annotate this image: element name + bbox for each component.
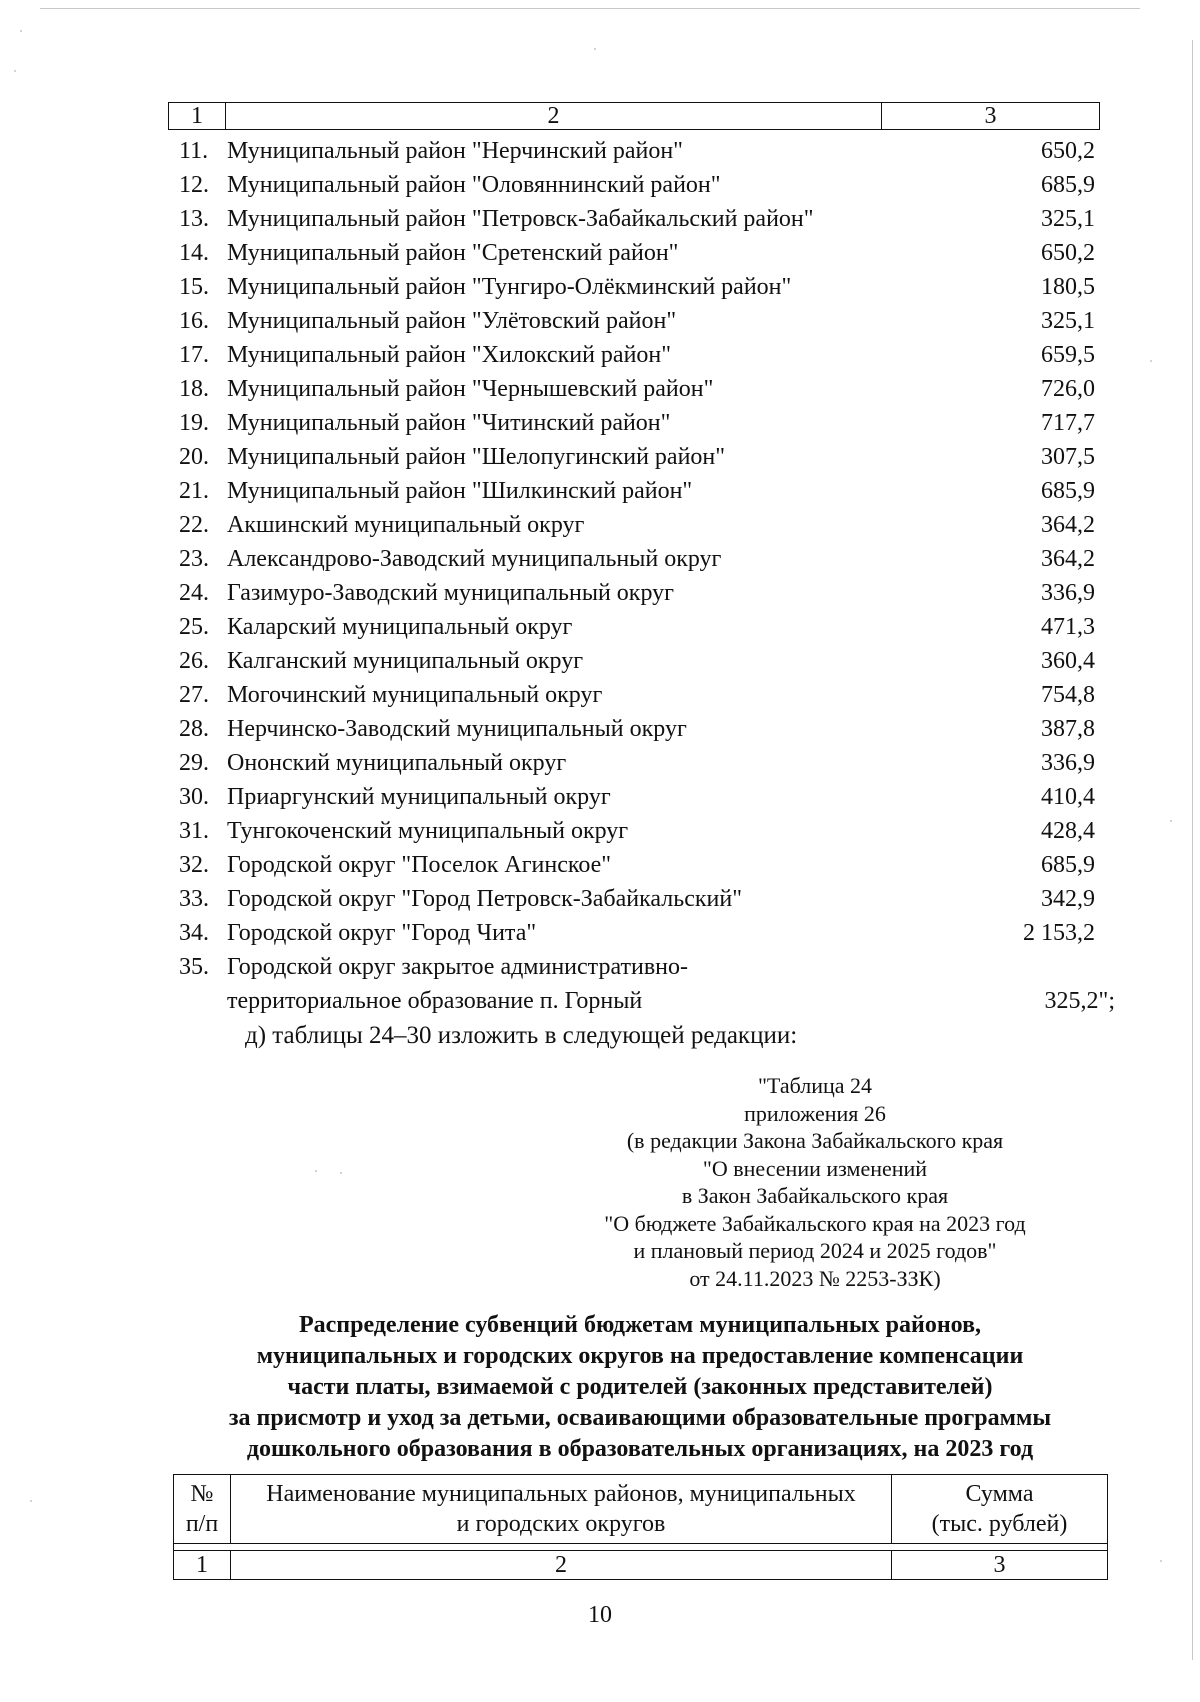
scan-speck [20,30,22,32]
top-header-col-2: 2 [226,103,882,129]
row-name: Муниципальный район "Читинский район" [227,410,671,436]
header-number-label: № [190,1481,214,1507]
row-value: 685,9 [1041,478,1095,504]
table-title [150,1310,1130,1465]
scan-speck [594,48,596,50]
title-line: муниципальных и городских округов на предоставление компенсации [256,1343,1024,1369]
reference-line: в Закон Забайкальского края [681,1183,949,1208]
scan-edge-right [1192,40,1193,1660]
row-name: Муниципальный район "Чернышевский район" [227,376,714,402]
header-sum-label: Сумма [965,1481,1034,1507]
table-row [175,168,1115,202]
row-number: 19. [179,410,209,436]
table-row [175,848,1115,882]
row-value: 659,5 [1041,342,1095,368]
row-name: Акшинский муниципальный округ [227,512,585,538]
reference-line: "О внесении изменений [702,1155,928,1181]
row-value: 2 153,2 [1023,920,1095,946]
scan-speck [315,1170,317,1172]
table-row [175,508,1115,542]
row-number: 13. [179,206,209,232]
row-name: Могочинский муниципальный округ [227,682,603,708]
row-name: Муниципальный район "Нерчинский район" [227,138,683,164]
row-number: 14. [179,240,209,266]
row-value: 471,3 [1041,614,1095,640]
row-number: 11. [179,138,209,164]
table-row [175,678,1115,712]
row-name: Городской округ "Поселок Агинское" [227,852,612,878]
header-sum-unit: (тыс. рублей) [931,1511,1068,1537]
top-table-rows [175,134,1115,1018]
header-gap [174,1544,1107,1551]
column-number: 1 [174,1551,231,1579]
header-number-sublabel: п/п [185,1511,219,1537]
row-number: 30. [179,784,209,810]
row-value: 180,5 [1041,274,1095,300]
header-name-sublabel: и городских округов [456,1511,666,1537]
row-value: 410,4 [1041,784,1095,810]
table-row [175,644,1115,678]
row-number: 26. [179,648,209,674]
row-value: 325,1 [1041,206,1095,232]
table-row [175,202,1115,236]
reference-line: и плановый период 2024 и 2025 годов" [633,1238,997,1263]
title-line: дошкольного образования в образовательных организациях, на 2023 год [246,1436,1034,1462]
bottom-table-header [174,1475,1107,1544]
column-number-row [174,1551,1107,1579]
row-name: Муниципальный район "Тунгиро-Олёкминский район" [227,274,792,300]
row-name: Муниципальный район "Сретенский район" [227,240,679,266]
table-row [175,916,1115,950]
top-header-col-1: 1 [169,103,226,129]
row-name: Ононский муниципальный округ [227,750,567,776]
row-value: 364,2 [1041,546,1095,572]
row-value: 754,8 [1041,682,1095,708]
row-value: 336,9 [1041,580,1095,606]
row-number: 29. [179,750,209,776]
row-name: Муниципальный район "Хилокский район" [227,342,672,368]
row-number: 15. [179,274,209,300]
header-number-column [174,1475,231,1543]
table-row [175,610,1115,644]
row-name: Приаргунский муниципальный округ [227,784,611,810]
row-name-line: территориальное образование п. Горный [227,988,643,1014]
table-row [175,338,1115,372]
table-row [175,304,1115,338]
row-number: 22. [179,512,209,538]
scan-speck [30,1500,32,1502]
reference-line: "Таблица 24 [757,1073,873,1098]
row-number: 16. [179,308,209,334]
reference-line: от 24.11.2023 № 2253-ЗЗК) [689,1265,941,1291]
row-value: 726,0 [1041,376,1095,402]
row-number: 25. [179,614,209,640]
row-value: 685,9 [1041,852,1095,878]
row-name: Александрово-Заводский муниципальный округ [227,546,722,572]
page-number: 10 [588,1602,612,1628]
row-name [227,950,997,1018]
table-row [175,882,1115,916]
row-number: 18. [179,376,209,402]
row-number: 31. [179,818,209,844]
row-number: 12. [179,172,209,198]
row-number: 17. [179,342,209,368]
scan-speck [14,70,16,72]
row-value: 342,9 [1041,886,1095,912]
table-reference-block [560,1072,1070,1292]
row-value: 336,9 [1041,750,1095,776]
row-number: 21. [179,478,209,504]
scan-speck [1170,820,1172,822]
table-row [175,542,1115,576]
column-number: 3 [993,1552,1006,1578]
top-header-col-3: 3 [984,103,997,129]
table-row [175,712,1115,746]
row-value: 650,2 [1041,138,1095,164]
title-line: Распределение субвенций бюджетам муниципальных районов, [298,1312,982,1338]
row-name: Муниципальный район "Петровск-Забайкальский район" [227,206,814,232]
row-number: 27. [179,682,209,708]
row-number: 20. [179,444,209,470]
reference-line: "О бюджете Забайкальского края на 2023 год [604,1210,1026,1236]
row-name: Муниципальный район "Оловяннинский район" [227,172,721,198]
row-value: 307,5 [1041,444,1095,470]
amendment-instruction: д) таблицы 24–30 изложить в следующей редакции: [245,1022,798,1049]
row-name: Городской округ "Город Петровск-Забайкальский" [227,886,743,912]
table-row [175,406,1115,440]
row-name: Калганский муниципальный округ [227,648,584,674]
table-row [175,780,1115,814]
scan-edge-top [40,8,1140,9]
row-number: 24. [179,580,209,606]
row-name: Муниципальный район "Улётовский район" [227,308,677,334]
table-row [175,270,1115,304]
table-row [175,372,1115,406]
row-value: 325,2"; [1044,988,1115,1014]
top-table-header [168,102,1100,130]
scan-speck [340,1172,342,1174]
scan-speck [1160,1560,1162,1562]
title-line: части платы, взимаемой с родителей (законных представителей) [287,1374,993,1400]
table-row [175,746,1115,780]
row-value: 428,4 [1041,818,1095,844]
header-name-label: Наименование муниципальных районов, муниципальных [266,1481,856,1507]
table-row [175,440,1115,474]
reference-line: приложения 26 [744,1100,886,1126]
bottom-table [173,1474,1108,1580]
row-name: Муниципальный район "Шелопугинский район" [227,444,726,470]
row-name: Каларский муниципальный округ [227,614,573,640]
header-name-column [231,1475,892,1543]
reference-line: (в редакции Закона Забайкальского края [626,1128,1004,1153]
table-row [175,576,1115,610]
row-value: 650,2 [1041,240,1095,266]
scan-speck [1150,360,1152,362]
row-number: 34. [179,920,209,946]
table-row [175,474,1115,508]
row-value: 717,7 [1041,410,1095,436]
row-name: Нерчинско-Заводский муниципальный округ [227,716,687,742]
row-number: 23. [179,546,209,572]
row-value: 325,1 [1041,308,1095,334]
table-row [175,950,1115,1018]
row-name: Тунгокоченский муниципальный округ [227,818,629,844]
row-number: 33. [179,886,209,912]
row-number: 28. [179,716,209,742]
row-value: 364,2 [1041,512,1095,538]
row-number: 32. [179,852,209,878]
row-number: 35. [179,954,209,980]
row-value: 685,9 [1041,172,1095,198]
row-name: Муниципальный район "Шилкинский район" [227,478,693,504]
row-value: 360,4 [1041,648,1095,674]
table-row [175,236,1115,270]
row-name-line: Городской округ закрытое административно- [227,954,688,980]
column-number: 2 [231,1551,892,1579]
table-row [175,814,1115,848]
title-line: за присмотр и уход за детьми, осваивающими образовательные программы [228,1405,1052,1431]
row-name: Газимуро-Заводский муниципальный округ [227,580,674,606]
header-sum-column [892,1475,1107,1543]
row-value: 387,8 [1041,716,1095,742]
row-name: Городской округ "Город Чита" [227,920,537,946]
table-row [175,134,1115,168]
